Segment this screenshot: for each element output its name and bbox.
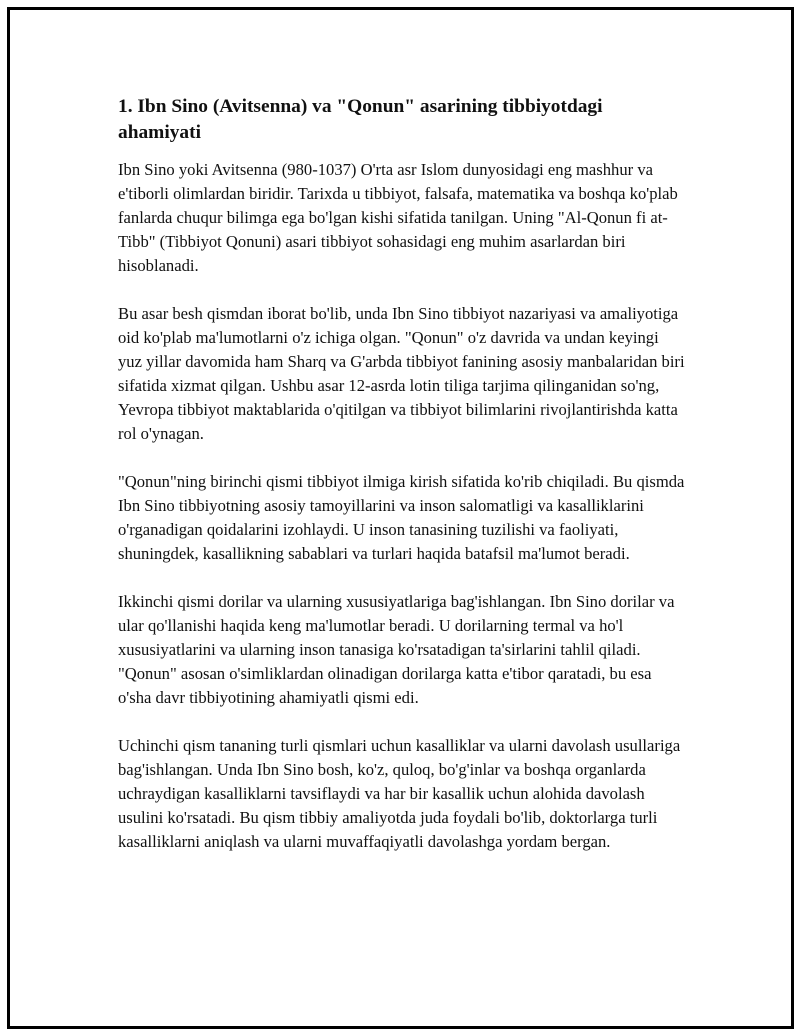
paragraph-part-three: Uchinchi qism tananing turli qismlari uchun kasalliklar va ularni davolash usullariga bag'ishlangan. Unda Ibn Sino bosh, ko'z, quloq, bo'g'inlar va boshqa organlarda uchraydigan kasalliklarni tavsiflaydi va har bir kasallik uchun alohida davolash usulini ko'rsatadi. Bu qism tibbiy amaliyotda juda foydali bo'lib, doktorlarga turli kasalliklarni aniqlash va ularni muvaffaqiyatli davolashga yordam bergan.: [118, 736, 681, 851]
paragraph-part-two: Ikkinchi qismi dorilar va ularning xususiyatlariga bag'ishlangan. Ibn Sino dorilar va ular qo'llanishi haqida keng ma'lumotlar beradi. U dorilarning termal va ho'l xususiyatlarini va ularning inson tanasiga ko'rsatadigan ta'sirlarini tahlil qiladi. "Qonun" asosan o'simliklardan olinadigan dorilarga katta e'tibor qaratadi, bu esa o'sha davr tibbiyotining ahamiyatli qismi edi.: [118, 592, 675, 707]
paragraph-part-one: "Qonun"ning birinchi qismi tibbiyot ilmiga kirish sifatida ko'rib chiqiladi. Bu qismda Ibn Sino tibbiyotning asosiy tamoyillarini va inson salomatligi va kasalliklarini o'rganadigan qoidalarini izohlaydi. U inson tanasining tuzilishi va faoliyati, shuningdek, kasallikning sabablari va turlari haqida batafsil ma'lumot beradi.: [118, 472, 685, 563]
section-heading: 1. Ibn Sino (Avitsenna) va "Qonun" asarining tibbiyotdagi ahamiyati: [118, 96, 603, 143]
paragraph-intro: Ibn Sino yoki Avitsenna (980-1037) O'rta asr Islom dunyosidagi eng mashhur va e'tiborli olimlardan biridir. Tarixda u tibbiyot, falsafa, matematika va boshqa ko'plab fanlarda chuqur bilimga ega bo'lgan kishi sifatida tanilgan. Uning "Al-Qonun fi at-Tibb" (Tibbiyot Qonuni) asari tibbiyot sohasidagi eng muhim asarlardan biri hisoblanadi.: [118, 160, 678, 275]
paragraph-structure: Bu asar besh qismdan iborat bo'lib, unda Ibn Sino tibbiyot nazariyasi va amaliyotiga oid ko'plab ma'lumotlarni o'z ichiga olgan. "Qonun" o'z davrida va undan keyingi yuz yillar davomida ham Sharq va G'arbda tibbiyot fanining asosiy manbalaridan biri sifatida xizmat qilgan. Ushbu asar 12-asrda lotin tiliga tarjima qilinganidan so'ng, Yevropa tibbiyot maktablarida o'qitilgan va tibbiyot bilimlarini rivojlantirishda katta rol o'ynagan.: [118, 304, 685, 443]
document-body: [118, 94, 686, 878]
